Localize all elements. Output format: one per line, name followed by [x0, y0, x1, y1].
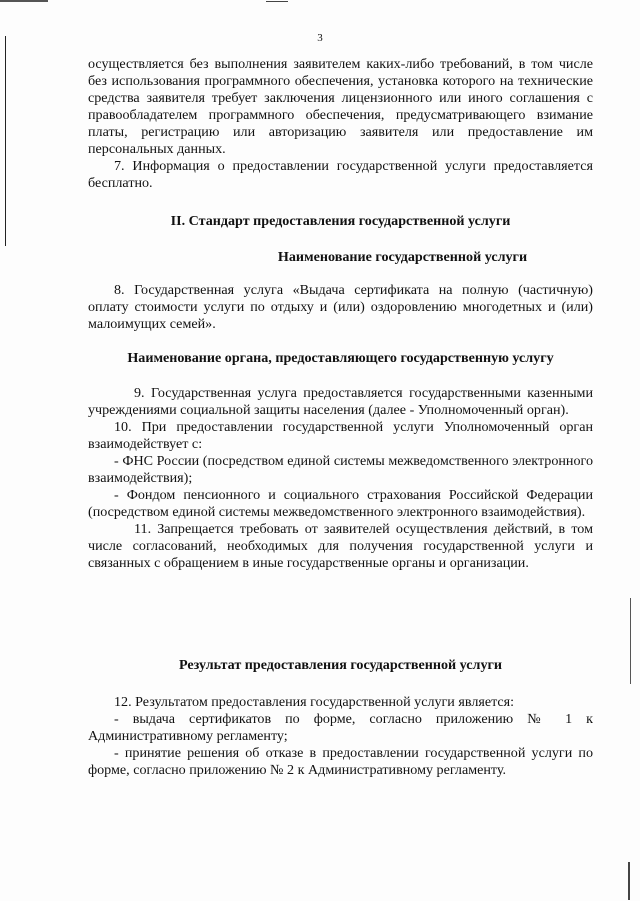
scan-artifact-right-edge: [630, 598, 631, 684]
paragraph-7: 7. Информация о предоставлении государственной услуги предоставляется бесплатно.: [88, 158, 593, 191]
intro-text-block: [88, 56, 593, 192]
providing-organ-block: [88, 385, 593, 572]
scan-artifact-top-left: [0, 0, 48, 2]
paragraph-11: 11. Запрещается требовать от заявителей осуществления действий, в том числе согласований, необходимых для получения государственной услуги и связанных с обращением в иные государственные органы и организации.: [88, 521, 593, 571]
page-number: 3: [317, 32, 323, 44]
scan-artifact-left-edge: [5, 36, 6, 246]
section-heading: II. Стандарт предоставления государственной услуги: [170, 213, 511, 229]
continuation-paragraph: осуществляется без выполнения заявителем каких-либо требований, в том числе без использования программного обеспечения, установка которого на технические средства заявителя требует заключения лицензионного или иного соглашения с правообладателем программного обеспечения, предусматривающего взимание платы, регистрацию или авторизацию заявителя или предоставление им персональных данных.: [88, 56, 593, 157]
list-item-refusal: - принятие решения об отказе в предоставлении государственной услуги по форме, согласно приложению № 2 к Административному регламенту.: [88, 745, 593, 778]
subheading-service-name: Наименование государственной услуги: [277, 249, 528, 265]
service-result-block: [88, 694, 593, 779]
paragraph-12: 12. Результатом предоставления государственной услуги является:: [114, 694, 515, 710]
list-item-certificate: - выдача сертификатов по форме, согласно приложению № 1 к Административному регламенту;: [88, 711, 593, 744]
list-item-fns: - ФНС России (посредством единой системы межведомственного электронного взаимодействия);: [88, 453, 593, 486]
paragraph-10: 10. При предоставлении государственной услуги Уполномоченный орган взаимодействует с:: [88, 419, 593, 452]
paragraph-8: 8. Государственная услуга «Выдача сертификата на полную (частичную) оплату стоимости услуги по отдыху и (или) оздоровлению многодетных и (или) малоимущих семей».: [88, 282, 593, 332]
service-name-block: [88, 282, 593, 333]
subheading-providing-organ: Наименование органа, предоставляющего государственную услугу: [127, 350, 554, 366]
subheading-service-result: Результат предоставления государственной услуги: [178, 657, 503, 673]
scan-artifact-bottom-right: [628, 862, 630, 900]
paragraph-9: 9. Государственная услуга предоставляется государственными казенными учреждениями социальной защиты населения (далее - Уполномоченный орган).: [88, 385, 593, 418]
scan-artifact-top-center: [266, 1, 288, 2]
list-item-social-fund: - Фондом пенсионного и социального страхования Российской Федерации (посредством единой системы межведомственного электронного взаимодействия).: [88, 487, 593, 520]
